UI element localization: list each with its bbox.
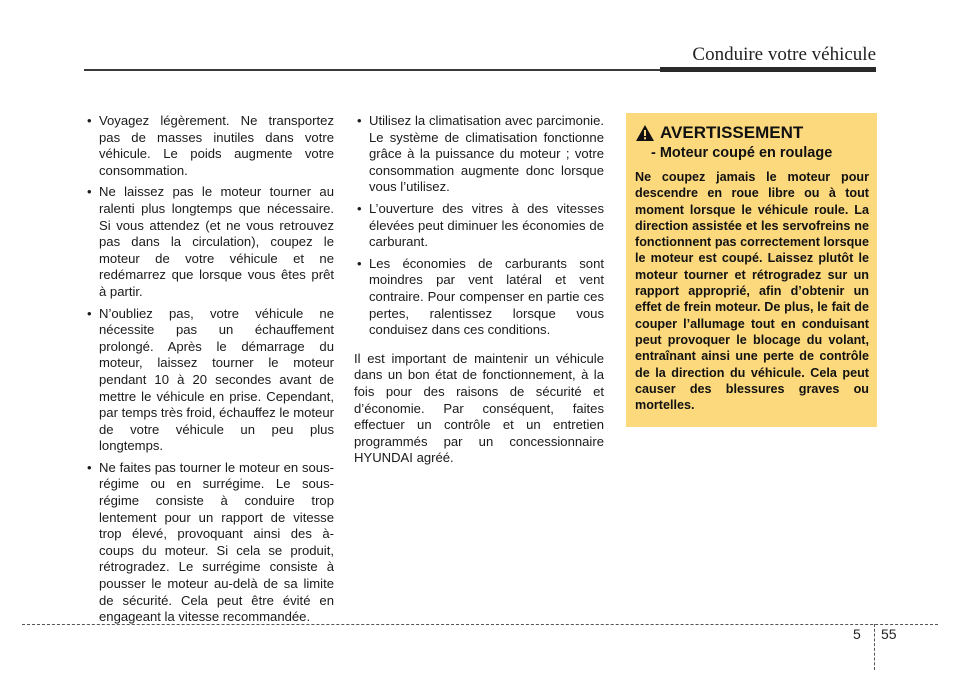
tips-list-left bbox=[84, 113, 334, 626]
column-middle bbox=[354, 113, 604, 467]
page-header-title: Conduire votre véhicule bbox=[692, 44, 876, 65]
warning-body: Ne coupez jamais le moteur pour descendre en roue libre ou à tout moment lorsque le véhicule roule. La direction assistée et les servofreins ne fonctionnent pas correctement lorsque le moteur est coupé. Laissez plutôt le moteur tourner et rétrogradez sur un rapport approprié, afin d’obtenir un effet de frein moteur. De plus, le fait de couper l’allumage tout en conduisant peut provoquer le blocage du volant, entraînant ainsi une perte de contrôle de la direction du véhicule. Cela peut causer des blessures graves ou mortelles. bbox=[635, 170, 869, 413]
chapter-number: 5 bbox=[853, 626, 861, 642]
tip-item: • N’oubliez pas, votre véhicule ne nécessite pas un échauffement prolongé. Après le démarrage du moteur, laissez tourner le moteur pendant 10 à 20 secondes avant de mettre le véhicule en prise. Cependant, par temps très froid, échauffez le moteur de votre véhicule un peu plus longtemps. bbox=[84, 306, 334, 455]
tip-item: • Voyagez légèrement. Ne transportez pas de masses inutiles dans votre véhicule. Le poids augmente votre consommation. bbox=[84, 113, 334, 179]
footer-divider bbox=[874, 624, 875, 670]
warning-title: AVERTISSEMENT bbox=[660, 123, 804, 142]
header-rule-accent bbox=[660, 67, 876, 72]
tip-item: • Ne faites pas tourner le moteur en sous-régime ou en surrégime. Le sous-régime consiste à conduire trop lentement pour un rapport de vitesse trop élevé, provoquant ainsi des à-coups du moteur. Si cela se produit, rétrogradez. Le surrégime consiste à pousser le moteur au-delà de sa limite de sécurité. Cela peut être évité en engageant la vitesse recommandée. bbox=[84, 460, 334, 626]
warning-header bbox=[635, 123, 869, 142]
warning-subtitle: - Moteur coupé en roulage bbox=[651, 145, 833, 161]
maintenance-paragraph: Il est important de maintenir un véhicule dans un bon état de fonctionnement, à la fois pour des raisons de sécurité et d’économie. Par conséquent, faites effectuer un contrôle et un entretien programmés par un concessionnaire HYUNDAI agréé. bbox=[354, 350, 604, 466]
tip-item: • Les économies de carburants sont moindres par vent latéral et vent contraire. Pour compenser en partie ces pertes, ralentissez lorsque vous conduisez dans ces conditions. bbox=[354, 256, 604, 339]
footer-rule bbox=[22, 624, 938, 625]
tip-item: • L’ouverture des vitres à des vitesses élevées peut diminuer les économies de carburant. bbox=[354, 201, 604, 251]
warning-box bbox=[626, 113, 877, 427]
tip-item: • Utilisez la climatisation avec parcimonie. Le système de climatisation fonctionne grâce à la puissance du moteur ; votre consommation augmente donc lorsque vous l’utilisez. bbox=[354, 113, 604, 196]
column-left bbox=[84, 113, 334, 631]
page-number: 55 bbox=[881, 626, 897, 642]
tip-item: • Ne laissez pas le moteur tourner au ralenti plus longtemps que nécessaire. Si vous attendez (et ne vous retrouvez pas dans la circulation), coupez le moteur de votre véhicule et ne redémarrez que lorsque vous êtes prêt à partir. bbox=[84, 184, 334, 300]
warning-triangle-icon bbox=[635, 124, 655, 142]
tips-list-middle bbox=[354, 113, 604, 339]
